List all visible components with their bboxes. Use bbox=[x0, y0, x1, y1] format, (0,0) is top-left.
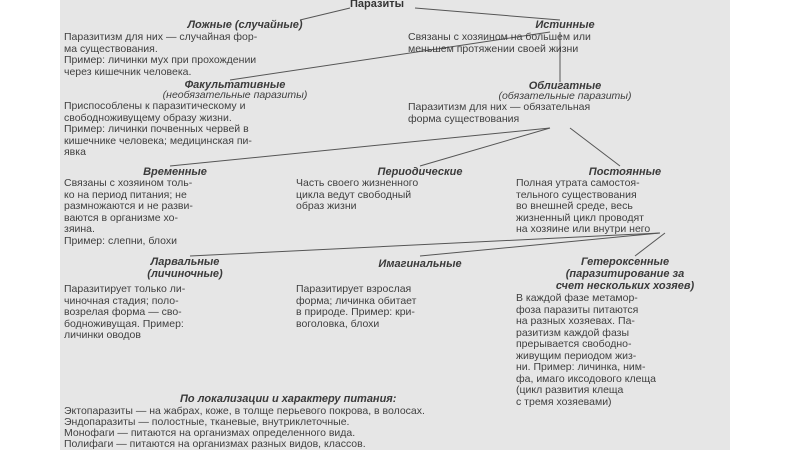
connector-obligate-periodic bbox=[420, 128, 550, 166]
permanent-heading: Постоянные bbox=[588, 166, 662, 178]
heteroxenous-heading: Гетероксенные (паразитирование за счет нескольких хозяев) bbox=[555, 256, 695, 292]
true-parasites-text: Связаны с хозяином на большем или меньшем протяжении своей жизни bbox=[408, 31, 591, 55]
larval-text: Паразитирует только ли- чиночная стадия; поло- возрелая форма — сво- бодноживущая. Пример: личинки оводов bbox=[64, 283, 186, 341]
localization-item: Монофаги — питаются на организмах определенного вида. bbox=[64, 427, 356, 439]
facultative-subheading: (необязательные паразиты) bbox=[162, 89, 308, 101]
facultative-text: Приспособлены к паразитическому и свободноживущему образу жизни. Пример: личинки почвенных червей в кишечнике человека; медицинская пи- явка bbox=[64, 100, 252, 158]
obligate-subheading: (обязательные паразиты) bbox=[498, 90, 632, 102]
imaginal-text: Паразитирует взрослая форма; личинка обитает в природе. Пример: кри- воголовка, блохи bbox=[296, 283, 417, 330]
obligate-text: Паразитизм для них — обязательная форма существования bbox=[408, 101, 591, 125]
localization-heading: По локализации и характеру питания: bbox=[180, 393, 397, 405]
false-parasites-text: Паразитизм для них — случайная фор- ма существования. Пример: личинки мух при прохождении через кишечник человека. bbox=[64, 31, 258, 78]
larval-heading: Ларвальные (личиночные) bbox=[147, 256, 223, 280]
localization-item: Эндопаразиты — полостные, тканевые, внутриклеточные. bbox=[64, 416, 350, 428]
false-parasites-heading: Ложные (случайные) bbox=[187, 19, 303, 31]
connector-obligate-permanent bbox=[570, 128, 620, 166]
connector-permanent-heteroxenous bbox=[635, 233, 665, 256]
true-parasites-heading: Истинные bbox=[535, 19, 595, 31]
root-title: Паразиты bbox=[350, 0, 405, 10]
temporary-text: Связаны с хозяином толь- ко на период питания; не размножаются и не разви- ваются в организме хо- зяина. Пример: слепни, блохи bbox=[64, 177, 193, 247]
permanent-text: Полная утрата самостоя- тельного существования во внешней среде, весь жизненный цикл проводят на хозяине или внутри него bbox=[516, 177, 651, 235]
diagram-sheet bbox=[60, 0, 730, 450]
connector-permanent-imaginal bbox=[420, 233, 660, 256]
heteroxenous-text: В каждой фазе метамор- фоза паразиты питаются на разных хозяевах. Па- разитизм каждой фазы прерывается свободно- живущим периодом жиз- ни. Пример: личинка, ним- фа, имаго иксодового клеща (цикл развития клеща с тремя хозяевами) bbox=[516, 292, 656, 408]
imaginal-heading: Имагинальные bbox=[378, 258, 462, 270]
temporary-heading: Временные bbox=[143, 166, 207, 178]
localization-item: Полифаги — питаются на организмах разных видов, классов. bbox=[64, 438, 366, 450]
obligate-heading: Облигатные bbox=[528, 80, 602, 92]
periodic-heading: Периодические bbox=[377, 166, 463, 178]
facultative-heading: Факультативные bbox=[184, 79, 286, 91]
localization-item: Эктопаразиты — на жабрах, коже, в толще перьевого покрова, в волосах. bbox=[64, 405, 425, 417]
periodic-text: Часть своего жизненного цикла ведут свободный образ жизни bbox=[296, 177, 419, 212]
